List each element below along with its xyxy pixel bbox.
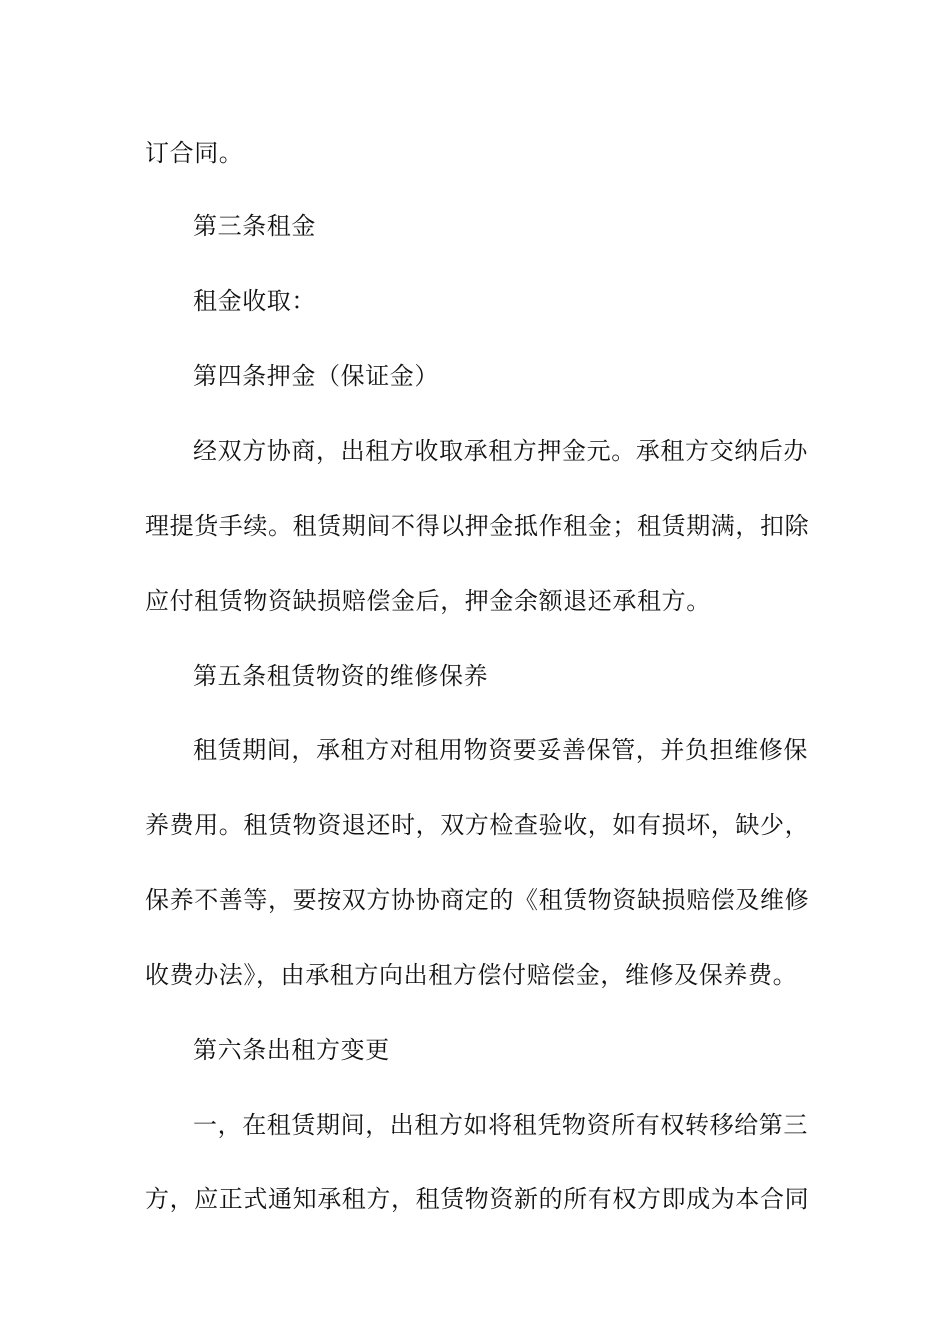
heading-article-3-rent: 第三条租金 [193, 212, 316, 240]
paragraph-maintenance-line-3: 保养不善等，要按双方协协商定的《租赁物资缺损赔偿及维修 [145, 886, 810, 914]
paragraph-deposit-line-3: 应付租赁物资缺损赔偿金后，押金余额退还承租方。 [145, 587, 711, 615]
paragraph-maintenance-line-2: 养费用。租赁物资退还时，双方检查验收，如有损坏，缺少， [145, 811, 810, 839]
heading-article-5-maintenance: 第五条租赁物资的维修保养 [193, 662, 489, 690]
paragraph-maintenance-line-4: 收费办法》，由承租方向出租方偿付赔偿金，维修及保养费。 [145, 961, 798, 989]
paragraph-deposit-line-1: 经双方协商，出租方收取承租方押金元。承租方交纳后办 [193, 437, 808, 465]
text-line-rent-collection: 租金收取： [193, 287, 316, 315]
paragraph-lessor-change-line-1: 一，在租赁期间，出租方如将租凭物资所有权转移给第三 [193, 1111, 808, 1139]
paragraph-lessor-change-line-2: 方，应正式通知承租方，租赁物资新的所有权方即成为本合同 [145, 1185, 810, 1213]
heading-article-4-deposit: 第四条押金（保证金） [193, 362, 439, 390]
paragraph-maintenance-line-1: 租赁期间，承租方对租用物资要妥善保管，并负担维修保 [193, 736, 808, 764]
text-line-contract-end: 订合同。 [145, 139, 244, 167]
heading-article-6-lessor-change: 第六条出租方变更 [193, 1036, 390, 1064]
paragraph-deposit-line-2: 理提货手续。租赁期间不得以押金抵作租金；租赁期满，扣除 [145, 512, 810, 540]
